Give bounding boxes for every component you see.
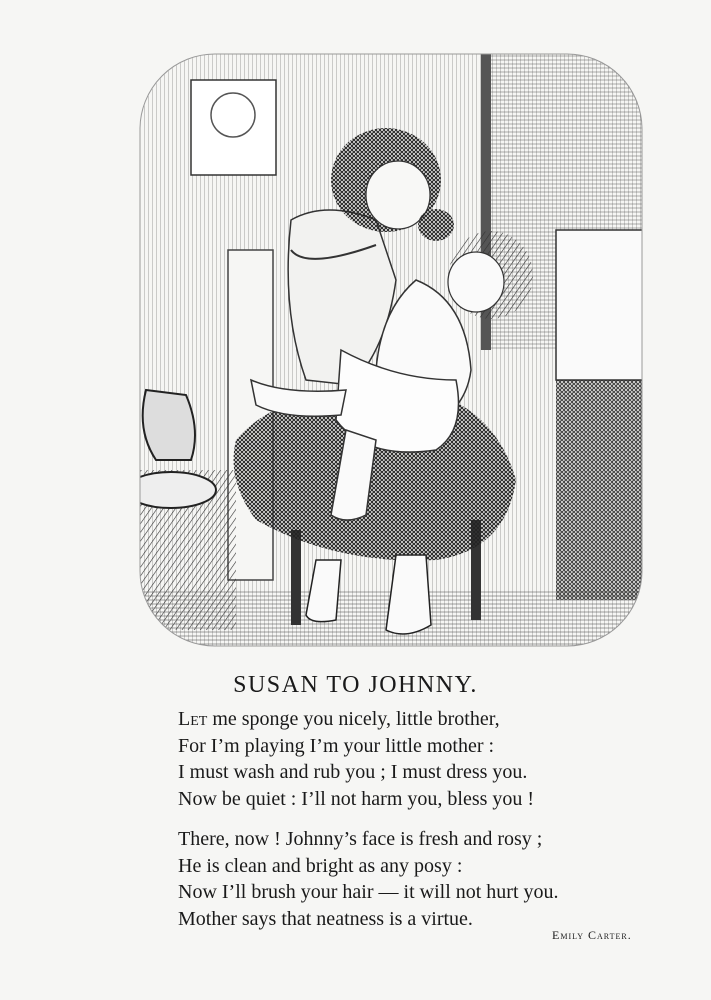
line-text: He is clean and bright as any posy : [178,854,463,877]
line-text: For I’m playing I’m your little mother : [178,734,495,757]
poem-body [178,706,678,946]
engraving-illustration [136,50,646,650]
line-text: Mother says that neatness is a virtue. [178,907,473,930]
engraving-svg [136,50,646,650]
poem-author: Emily Carter. [552,928,632,942]
poem-line [178,826,678,853]
drop-word: Let [178,708,208,730]
poem-line [178,786,678,813]
poem-line [178,759,678,786]
stanza-1 [178,706,678,812]
line-text: me sponge you nicely, little brother, [207,708,500,730]
poem-title: SUSAN TO JOHNNY. [233,672,478,698]
poem-line [178,706,678,733]
line-text: I must wash and rub you ; I must dress you. [178,761,528,783]
line-text: Now be quiet : I’ll not harm you, bless you ! [178,787,535,810]
stanza-2 [178,826,678,932]
poem-line [178,879,678,906]
poem-line [178,733,678,760]
line-text: There, now ! Johnny’s face is fresh and rosy ; [178,828,543,850]
line-text: Now I’ll brush your hair — it will not hurt you. [178,881,559,903]
poem-line [178,853,678,880]
